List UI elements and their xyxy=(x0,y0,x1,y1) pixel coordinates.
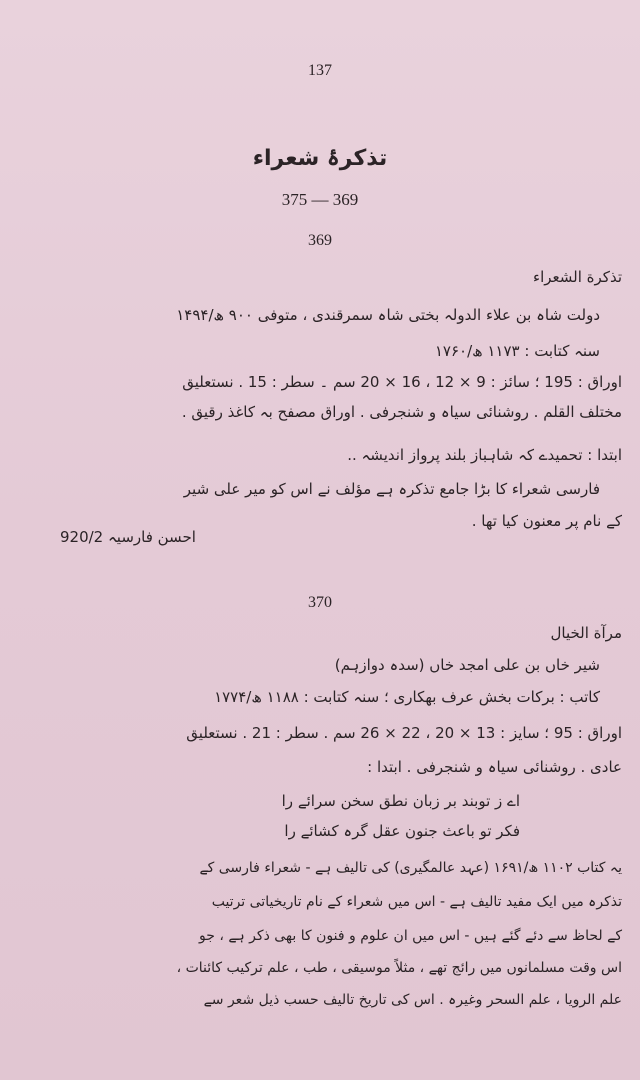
entry-heading: مرآة الخیال xyxy=(550,624,622,642)
verse-line: فکر تو باعث جنون عقل گرہ کشائے را xyxy=(284,822,520,840)
paragraph-line: اس وقت مسلمانوں میں رائج تھے ، مثلاً موسیقی ، طب ، علم ترکیب کائنات ، xyxy=(176,960,622,976)
page-number: 137 xyxy=(308,62,332,79)
entry-line: اوراق : 195 ؛ سائز : 9 × 12 ، 16 × 20 سم ۔ سطر : 15 . نستعلیق xyxy=(182,373,622,391)
entry-line: اوراق : 95 ؛ سایز : 13 × 20 ، 22 × 26 سم . سطر : 21 . نستعلیق xyxy=(186,724,622,742)
entry-line: سنہ کتابت : ۱۱۷۳ ھ/۱۷۶۰ xyxy=(434,342,600,360)
entry-line: مختلف القلم . روشنائی سیاہ و شنجرفی . اوراق مصفح بہ کاغذ رقیق . xyxy=(181,403,622,421)
entry-line: دولت شاہ بن علاء الدولہ بختی شاہ سمرقندی ، متوفی ۹۰۰ ھ/۱۴۹۴ xyxy=(176,306,600,324)
entry-range: 375 — 369 xyxy=(281,190,359,209)
paragraph-line: تذکرہ میں ایک مفید تالیف ہے - اس میں شعراء کے نام تاریخیاتی ترتیب xyxy=(211,894,622,910)
entry-number: 369 xyxy=(308,232,332,249)
page-title: تذکرۂ شعراء xyxy=(252,146,388,171)
entry-line: ابتدا : تحمیدے کہ شاہباز بلند پرواز اندیشہ .. xyxy=(347,446,622,464)
catalog-reference: احسن فارسیہ 920/2 xyxy=(60,528,196,546)
paragraph-line: علم الرویا ، علم السحر وغیرہ . اس کی تاریخ تالیف حسب ذیل شعر سے xyxy=(203,992,622,1008)
entry-line: عادی . روشنائی سیاہ و شنجرفی . ابتدا : xyxy=(367,758,622,776)
entry-line: فارسی شعراء کا بڑا جامع تذکرہ ہے مؤلف نے اس کو میر علی شیر xyxy=(183,480,600,498)
entry-line: کاتب : برکات بخش عرف بھکاری ؛ سنہ کتابت : ۱۱۸۸ ھ/۱۷۷۴ xyxy=(214,688,600,706)
entry-line: شیر خاں بن علی امجد خاں (سدہ دوازہم) xyxy=(334,656,600,674)
paragraph-line: یہ کتاب ۱۱۰۲ ھ/۱۶۹۱ (عہد عالمگیری) کی تالیف ہے - شعراء فارسی کے xyxy=(199,860,622,876)
paragraph-line: کے لحاظ سے دئے گئے ہیں - اس میں ان علوم و فنون کا بھی ذکر ہے ، جو xyxy=(199,928,622,944)
entry-line: کے نام پر معنون کیا تھا . xyxy=(471,512,622,530)
verse-line: اے ز توبند بر زبان نطق سخن سرائے را xyxy=(281,792,520,810)
entry-number: 370 xyxy=(308,594,332,611)
entry-heading: تذکرة الشعراء xyxy=(533,268,622,286)
